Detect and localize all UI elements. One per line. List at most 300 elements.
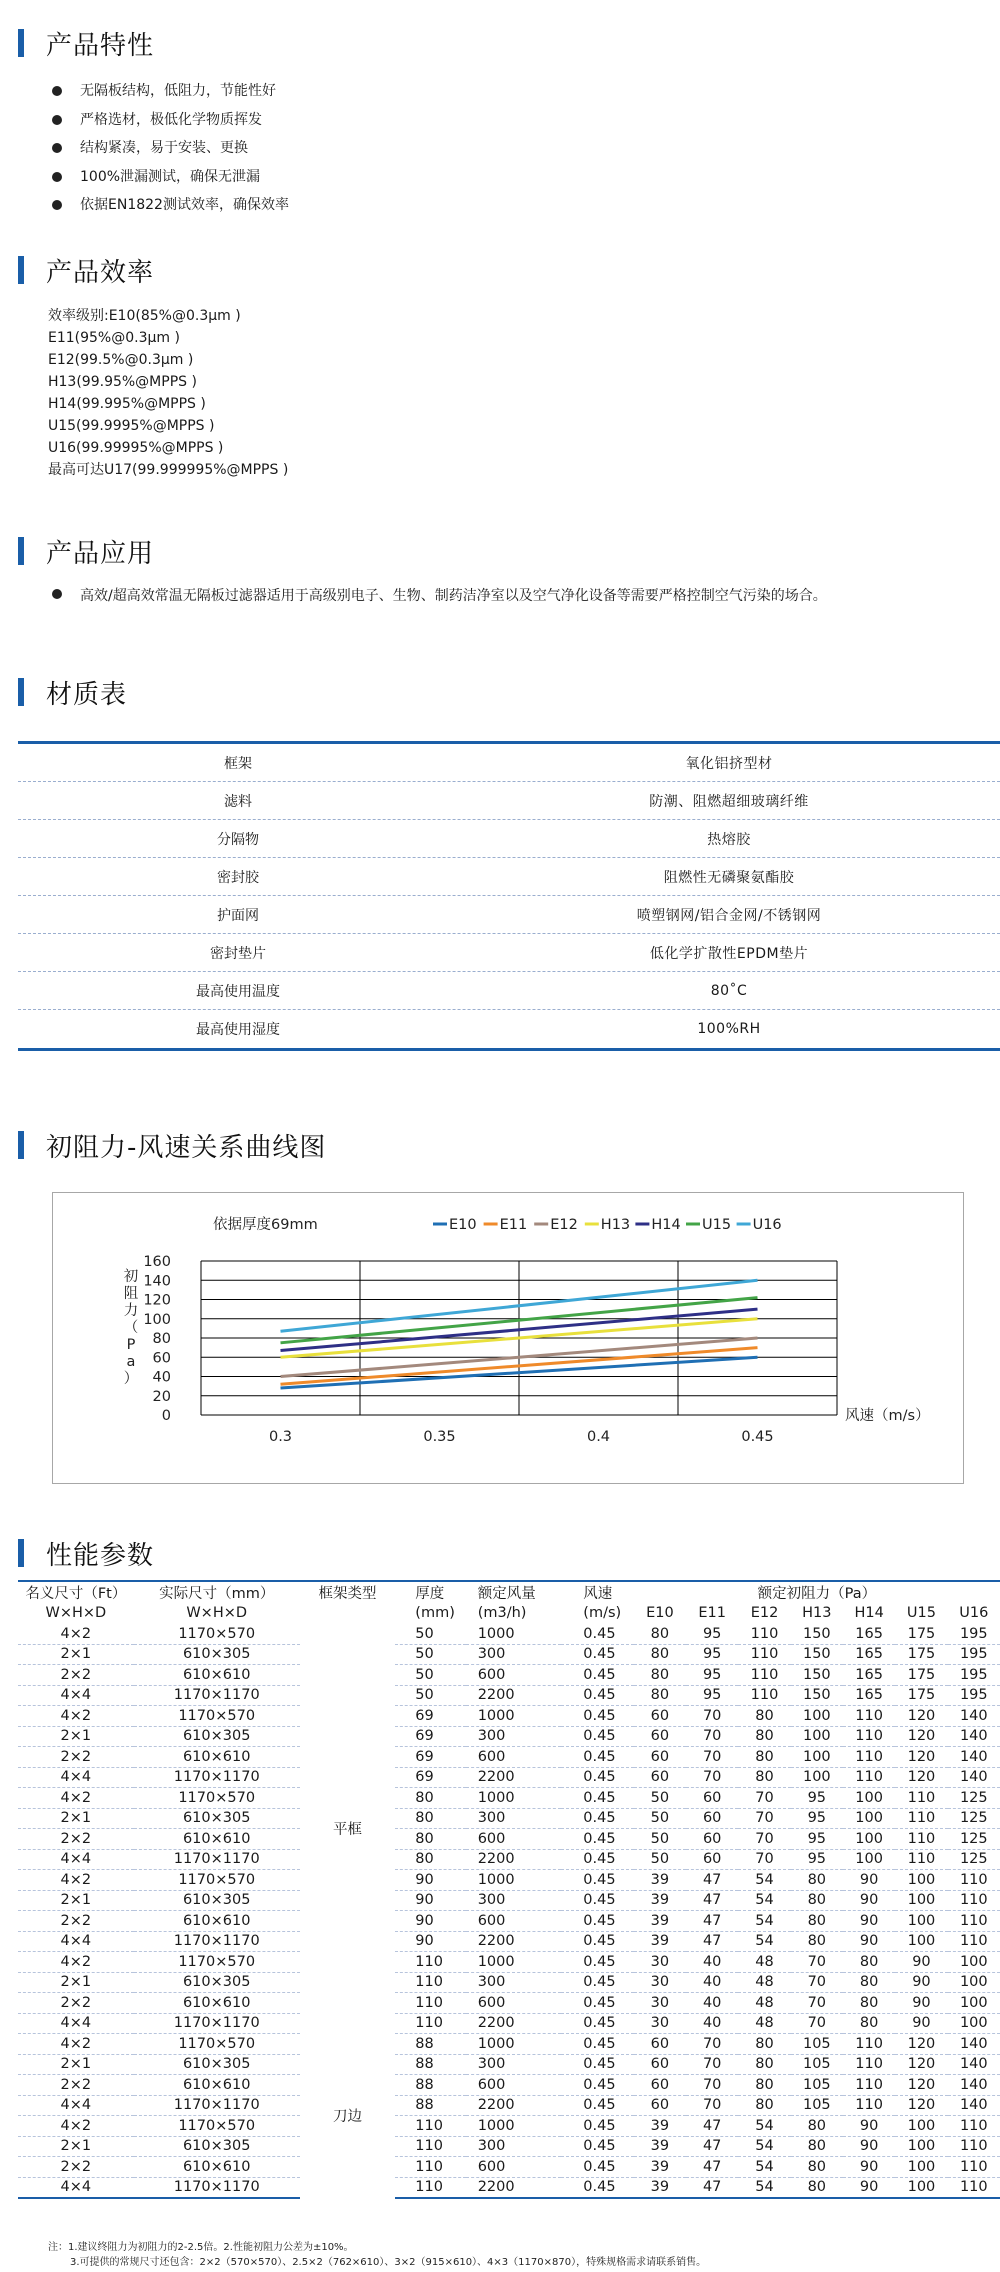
table-cell: 1170×570 [134, 1952, 300, 1973]
table-cell: 100 [895, 2136, 947, 2157]
table-cell: 110 [395, 1952, 465, 1973]
table-cell: 2×1 [18, 2054, 134, 2075]
table-cell: 120 [895, 2034, 947, 2055]
table-row [18, 2054, 1000, 2075]
table-cell: 140 [948, 2034, 1000, 2055]
table-cell: 140 [948, 1706, 1000, 1727]
table-cell: 110 [395, 2177, 465, 2198]
table-cell: 80 [843, 1993, 895, 2014]
table-cell: 4×4 [18, 1849, 134, 1870]
table-cell: 165 [843, 1644, 895, 1665]
subheader-grade: H13 [802, 1605, 832, 1622]
section-title-text: 初阻力-风速关系曲线图 [46, 1132, 327, 1163]
table-cell: 175 [895, 1685, 947, 1706]
table-cell: 90 [395, 1911, 465, 1932]
y-axis-label-char: （ [123, 1320, 139, 1336]
table-cell: 70 [738, 1788, 790, 1809]
table-cell: 54 [738, 1870, 790, 1891]
table-cell: 110 [738, 1644, 790, 1665]
table-cell: 0.45 [561, 2116, 633, 2137]
table-cell: 1000 [466, 1870, 562, 1891]
table-cell: 100 [948, 1972, 1000, 1993]
legend-label: H13 [600, 1217, 631, 1233]
table-cell: 1000 [466, 1624, 562, 1645]
table-cell: 47 [686, 2116, 738, 2137]
section-bar [18, 1539, 24, 1567]
table-cell: 300 [466, 1644, 562, 1665]
material-value: 氧化铝挤型材 [685, 755, 773, 772]
section-bar [18, 1131, 24, 1159]
table-cell: 47 [686, 2136, 738, 2157]
table-cell: 39 [634, 2157, 686, 2178]
table-cell: 195 [948, 1624, 1000, 1645]
table-cell: 80 [791, 2177, 843, 2198]
table-cell: 4×4 [18, 1767, 134, 1788]
table-cell: 110 [395, 2116, 465, 2137]
table-cell: 30 [634, 1952, 686, 1973]
material-name: 护面网 [217, 907, 259, 924]
table-cell: 100 [843, 1829, 895, 1850]
header-nominal: 名义尺寸（Ft） [18, 1581, 134, 1603]
table-cell: 140 [948, 1747, 1000, 1768]
table-cell: 175 [895, 1644, 947, 1665]
table-cell: 120 [895, 1726, 947, 1747]
table-cell: 110 [738, 1685, 790, 1706]
table-cell: 70 [686, 2034, 738, 2055]
table-cell: 60 [686, 1788, 738, 1809]
table-cell: 140 [948, 2095, 1000, 2116]
resistance-chart [52, 1192, 964, 1484]
table-cell: 70 [791, 2013, 843, 2034]
table-cell: 600 [466, 1665, 562, 1686]
efficiency-line: 效率级别:E10(85%@0.3μm ) [48, 308, 241, 324]
table-cell: 0.45 [561, 1890, 633, 1911]
table-cell: 110 [843, 2075, 895, 2096]
table-cell: 95 [791, 1808, 843, 1829]
table-row [18, 1788, 1000, 1809]
list-item: 严格选材，极低化学物质挥发 [52, 106, 289, 135]
table-cell: 70 [791, 1972, 843, 1993]
subheader-grade: H14 [854, 1605, 884, 1622]
subheader-thickness: (mm) [415, 1605, 455, 1622]
table-row [18, 934, 1000, 972]
legend-label: H14 [651, 1217, 681, 1233]
table-cell: 80 [738, 2034, 790, 2055]
subheader-actual: W×H×D [186, 1605, 248, 1622]
table-cell: 69 [395, 1726, 465, 1747]
legend-label: U16 [752, 1217, 782, 1233]
table-cell: 110 [948, 1890, 1000, 1911]
table-cell: 50 [395, 1644, 465, 1665]
table-cell: 1170×570 [134, 2034, 300, 2055]
material-value: 100%RH [697, 1021, 761, 1037]
table-cell: 50 [634, 1849, 686, 1870]
section-title-features [18, 28, 155, 61]
table-row [18, 896, 1000, 934]
table-cell: 610×305 [134, 1726, 300, 1747]
table-cell: 1170×1170 [134, 1767, 300, 1788]
section-bar [18, 537, 24, 565]
table-row [18, 744, 1000, 782]
table-cell: 50 [395, 1624, 465, 1645]
table-cell: 110 [843, 2034, 895, 2055]
y-axis-label-char: 阻 [123, 1286, 139, 1302]
table-cell: 40 [686, 1952, 738, 1973]
header-thickness: 厚度 [395, 1581, 465, 1603]
table-cell: 150 [791, 1665, 843, 1686]
table-cell: 0.45 [561, 2095, 633, 2116]
table-cell: 54 [738, 2157, 790, 2178]
table-cell: 80 [791, 1911, 843, 1932]
efficiency-line: E12(99.5%@0.3μm ) [48, 352, 194, 368]
table-cell: 1000 [466, 1706, 562, 1727]
table-cell: 2×2 [18, 2075, 134, 2096]
table-cell: 39 [634, 1911, 686, 1932]
table-cell: 610×610 [134, 1829, 300, 1850]
table-cell: 100 [895, 1911, 947, 1932]
table-cell: 90 [843, 1911, 895, 1932]
table-cell: 50 [395, 1685, 465, 1706]
table-cell: 0.45 [561, 1624, 633, 1645]
table-cell: 60 [686, 1849, 738, 1870]
table-cell: 95 [686, 1685, 738, 1706]
table-cell: 70 [686, 1726, 738, 1747]
table-cell: 100 [948, 2013, 1000, 2034]
table-cell: 110 [948, 2136, 1000, 2157]
efficiency-line: E11(95%@0.3μm ) [48, 330, 180, 346]
subheader-speed: (m/s) [583, 1605, 622, 1622]
table-cell: 140 [948, 1767, 1000, 1788]
table-cell: 110 [843, 2095, 895, 2116]
table-cell: 2×1 [18, 1808, 134, 1829]
table-cell: 80 [738, 1767, 790, 1788]
table-cell: 70 [686, 1747, 738, 1768]
table-cell: 0.45 [561, 1665, 633, 1686]
table-cell: 105 [791, 2095, 843, 2116]
table-cell: 0.45 [561, 1870, 633, 1891]
table-cell: 80 [738, 2054, 790, 2075]
header-speed: 风速 [561, 1581, 633, 1603]
table-cell: 30 [634, 1972, 686, 1993]
table-cell: 195 [948, 1665, 1000, 1686]
table-cell: 69 [395, 1706, 465, 1727]
section-title-text: 性能参数 [46, 1540, 155, 1571]
table-cell: 140 [948, 2075, 1000, 2096]
table-cell: 1170×1170 [134, 2095, 300, 2116]
table-cell: 48 [738, 1993, 790, 2014]
table-cell: 110 [948, 1931, 1000, 1952]
subheader-grade: E10 [646, 1605, 674, 1622]
section-bar [18, 678, 24, 706]
section-bar [18, 256, 24, 284]
table-cell: 600 [466, 2157, 562, 2178]
chart-title: 依据厚度69mm [213, 1217, 318, 1233]
y-tick-label: 140 [143, 1273, 171, 1290]
table-cell: 100 [791, 1767, 843, 1788]
table-row [18, 1993, 1000, 2014]
table-cell: 50 [634, 1788, 686, 1809]
table-cell: 100 [895, 2157, 947, 2178]
table-cell: 110 [738, 1624, 790, 1645]
table-cell: 80 [791, 1931, 843, 1952]
table-cell: 80 [791, 1890, 843, 1911]
y-tick-label: 160 [143, 1254, 171, 1270]
table-cell: 70 [686, 1706, 738, 1727]
legend-label: E11 [499, 1217, 528, 1233]
table-cell: 0.45 [561, 1726, 633, 1747]
y-axis-label-char: 力 [123, 1303, 139, 1319]
material-value: 防潮、阻燃超细玻璃纤维 [649, 793, 809, 810]
table-cell: 4×4 [18, 1685, 134, 1706]
table-cell: 80 [738, 2075, 790, 2096]
table-cell: 1000 [466, 1788, 562, 1809]
table-cell: 54 [738, 1931, 790, 1952]
table-cell: 110 [895, 1788, 947, 1809]
efficiency-line: U16(99.99995%@MPPS ) [48, 440, 224, 456]
table-cell: 80 [791, 2136, 843, 2157]
table-cell: 88 [395, 2095, 465, 2116]
table-cell: 125 [948, 1808, 1000, 1829]
y-tick-label: 20 [152, 1388, 171, 1405]
table-cell: 90 [843, 1890, 895, 1911]
table-row [18, 2095, 1000, 2116]
table-cell: 80 [634, 1685, 686, 1706]
table-cell: 110 [843, 1747, 895, 1768]
table-cell: 0.45 [561, 2034, 633, 2055]
table-row [18, 820, 1000, 858]
material-value: 阻燃性无磷聚氨酯胶 [663, 869, 795, 886]
table-notes [48, 2240, 706, 2270]
table-cell: 2×2 [18, 1829, 134, 1850]
table-cell: 100 [843, 1849, 895, 1870]
efficiency-line: H14(99.995%@MPPS ) [48, 396, 206, 412]
table-cell: 2200 [466, 2177, 562, 2198]
table-cell: 0.45 [561, 1931, 633, 1952]
subheader-nominal: W×H×D [45, 1605, 107, 1622]
section-title-performance [18, 1538, 155, 1571]
table-cell: 110 [948, 2116, 1000, 2137]
table-cell: 0.45 [561, 1993, 633, 2014]
material-name: 分隔物 [217, 831, 259, 848]
table-row [18, 2157, 1000, 2178]
table-cell: 300 [466, 1972, 562, 1993]
table-row [18, 2177, 1000, 2198]
table-cell: 610×305 [134, 2054, 300, 2075]
table-cell: 48 [738, 1952, 790, 1973]
table-cell: 90 [843, 2177, 895, 2198]
table-cell: 60 [634, 2054, 686, 2075]
material-name: 最高使用湿度 [196, 1022, 280, 1038]
subheader-airflow: (m3/h) [477, 1605, 527, 1622]
table-cell: 600 [466, 1747, 562, 1768]
table-row [18, 2136, 1000, 2157]
table-cell: 110 [948, 2157, 1000, 2178]
efficiency-line: U15(99.9995%@MPPS ) [48, 418, 215, 434]
table-cell: 1170×570 [134, 1870, 300, 1891]
table-row [18, 1890, 1000, 1911]
table-cell: 100 [791, 1747, 843, 1768]
chart-legend [433, 1217, 782, 1233]
table-cell: 175 [895, 1624, 947, 1645]
material-name: 最高使用温度 [196, 983, 280, 1000]
table-cell: 70 [738, 1829, 790, 1850]
y-axis-label-char: 初 [123, 1269, 139, 1285]
table-row [18, 1808, 1000, 1829]
table-cell: 2200 [466, 2095, 562, 2116]
table-row [18, 1706, 1000, 1727]
section-title-efficiency [18, 255, 155, 288]
table-row [18, 1911, 1000, 1932]
section-title-text: 产品效率 [46, 257, 155, 288]
table-row [18, 2013, 1000, 2034]
table-cell: 0.45 [561, 2075, 633, 2096]
y-tick-label: 100 [143, 1311, 171, 1328]
table-cell: 4×2 [18, 1788, 134, 1809]
table-cell: 70 [686, 2095, 738, 2116]
table-row [18, 2075, 1000, 2096]
table-cell: 95 [791, 1788, 843, 1809]
table-cell: 48 [738, 2013, 790, 2034]
table-cell: 0.45 [561, 2054, 633, 2075]
table-cell: 54 [738, 2177, 790, 2198]
table-cell: 95 [686, 1624, 738, 1645]
table-cell: 54 [738, 1890, 790, 1911]
table-cell: 47 [686, 2157, 738, 2178]
table-cell: 80 [738, 1726, 790, 1747]
chart-svg [53, 1193, 965, 1485]
y-axis-label-group [124, 1268, 139, 1387]
table-cell: 69 [395, 1747, 465, 1768]
table-cell: 2×1 [18, 1890, 134, 1911]
table-cell: 70 [791, 1952, 843, 1973]
table-cell: 0.45 [561, 1747, 633, 1768]
table-cell: 90 [895, 2013, 947, 2034]
table-cell: 80 [843, 1952, 895, 1973]
table-cell: 2×2 [18, 1911, 134, 1932]
table-row [18, 1972, 1000, 1993]
table-cell: 90 [843, 1870, 895, 1891]
table-cell: 175 [895, 1665, 947, 1686]
table-cell: 0.45 [561, 2136, 633, 2157]
table-row [18, 1747, 1000, 1768]
section-bar [18, 29, 24, 57]
table-cell: 100 [948, 1993, 1000, 2014]
material-value: 喷塑钢网/铝合金网/不锈钢网 [636, 907, 822, 924]
table-cell: 600 [466, 1993, 562, 2014]
table-cell: 70 [686, 1767, 738, 1788]
table-cell: 150 [791, 1685, 843, 1706]
table-cell: 1170×1170 [134, 1685, 300, 1706]
subheader-grade: U15 [906, 1605, 936, 1622]
section-title-chart [18, 1130, 327, 1163]
materials-table [18, 741, 1000, 1051]
table-cell: 2×2 [18, 1665, 134, 1686]
table-cell: 610×610 [134, 1747, 300, 1768]
table-cell: 300 [466, 1890, 562, 1911]
table-cell: 4×2 [18, 1952, 134, 1973]
table-cell: 2200 [466, 2013, 562, 2034]
table-row [18, 1624, 1000, 1645]
table-cell: 2200 [466, 1931, 562, 1952]
table-cell: 0.45 [561, 1849, 633, 1870]
y-tick-label: 120 [143, 1292, 171, 1309]
table-row [18, 1644, 1000, 1665]
table-cell: 610×305 [134, 2136, 300, 2157]
table-cell: 90 [395, 1870, 465, 1891]
table-row [18, 1931, 1000, 1952]
table-cell: 39 [634, 1931, 686, 1952]
table-cell: 125 [948, 1788, 1000, 1809]
performance-table [18, 1580, 1000, 2199]
table-cell: 1170×1170 [134, 1931, 300, 1952]
table-cell: 1170×570 [134, 1624, 300, 1645]
table-cell: 40 [686, 1972, 738, 1993]
table-cell: 0.45 [561, 1952, 633, 1973]
y-axis-label-char: P [126, 1337, 136, 1353]
section-title-text: 材质表 [46, 679, 128, 710]
table-cell: 610×610 [134, 1665, 300, 1686]
material-name: 密封垫片 [210, 945, 266, 962]
table-cell: 2×2 [18, 2157, 134, 2178]
table-row [18, 1952, 1000, 1973]
list-item: 结构紧凑，易于安装、更换 [52, 134, 289, 163]
material-name: 密封胶 [217, 869, 259, 886]
table-cell: 195 [948, 1644, 1000, 1665]
table-cell: 100 [895, 1870, 947, 1891]
table-cell: 120 [895, 2095, 947, 2116]
table-cell: 80 [791, 2116, 843, 2137]
legend-label: E12 [550, 1217, 578, 1233]
section-title-materials [18, 677, 128, 710]
table-cell: 80 [843, 2013, 895, 2034]
table-cell: 4×2 [18, 1624, 134, 1645]
table-cell: 110 [948, 1911, 1000, 1932]
table-cell: 300 [466, 1726, 562, 1747]
table-cell: 110 [395, 2013, 465, 2034]
table-cell: 48 [738, 1972, 790, 1993]
header-airflow: 额定风量 [466, 1581, 562, 1603]
table-cell: 47 [686, 1870, 738, 1891]
table-cell: 90 [843, 2157, 895, 2178]
table-row [18, 1849, 1000, 1870]
material-name: 滤料 [224, 793, 252, 810]
table-row [18, 1665, 1000, 1686]
table-cell: 54 [738, 2136, 790, 2157]
table-cell: 110 [948, 2177, 1000, 2198]
table-cell: 4×2 [18, 1706, 134, 1727]
table-cell: 95 [791, 1849, 843, 1870]
table-cell: 610×305 [134, 1890, 300, 1911]
table-row [18, 1870, 1000, 1891]
table-cell: 4×4 [18, 1931, 134, 1952]
table-cell: 80 [791, 1870, 843, 1891]
table-cell: 0.45 [561, 1829, 633, 1850]
table-cell: 2×1 [18, 2136, 134, 2157]
table-cell: 30 [634, 1993, 686, 2014]
table-cell: 80 [395, 1808, 465, 1829]
table-cell: 80 [634, 1665, 686, 1686]
table-cell: 300 [466, 2136, 562, 2157]
subheader-grade: E12 [750, 1605, 779, 1622]
table-cell: 50 [634, 1829, 686, 1850]
table-cell: 60 [634, 2075, 686, 2096]
table-row [18, 1010, 1000, 1048]
table-cell: 120 [895, 2054, 947, 2075]
table-cell: 610×610 [134, 1911, 300, 1932]
table-cell: 2×1 [18, 1644, 134, 1665]
table-cell: 39 [634, 1890, 686, 1911]
table-cell: 105 [791, 2054, 843, 2075]
